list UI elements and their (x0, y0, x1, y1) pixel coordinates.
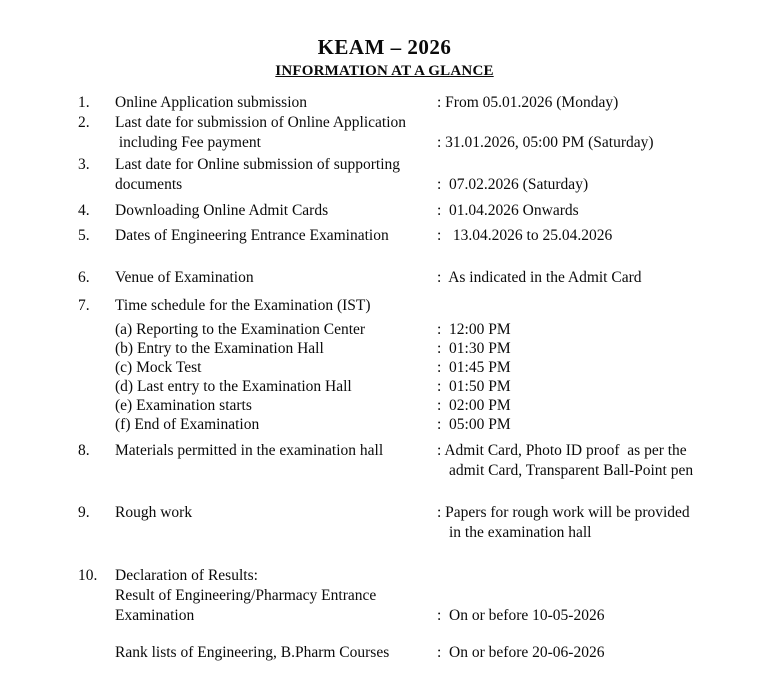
list-item (78, 566, 741, 626)
list-item (78, 296, 741, 316)
item-label-line: Dates of Engineering Entrance Examination (115, 227, 389, 244)
doc-subtitle: INFORMATION AT A GLANCE (275, 63, 494, 79)
item-number: 4. (78, 202, 90, 219)
item-value (437, 268, 741, 288)
item-label (115, 503, 437, 543)
item-label-line: Time schedule for the Examination (IST) (115, 297, 371, 314)
item-label (115, 358, 437, 377)
item-number: 2. (78, 114, 90, 131)
item-label-line: Online Application submission (115, 94, 308, 111)
item-label (115, 113, 437, 153)
item-label (115, 226, 437, 246)
document-header (0, 0, 769, 80)
item-number (78, 377, 115, 396)
item-label-line: Examination (115, 607, 195, 624)
list-item (78, 268, 741, 288)
list-item (78, 643, 741, 663)
list-item (78, 441, 741, 481)
list-item (78, 226, 741, 246)
item-value-line: : 01:30 PM (437, 340, 511, 357)
item-number (78, 643, 115, 663)
item-label-line: (d) Last entry to the Examination Hall (115, 378, 352, 395)
item-label-line: Downloading Online Admit Cards (115, 202, 329, 219)
item-label (115, 155, 437, 195)
item-number: 8. (78, 442, 90, 459)
item-value-line: : 07.02.2026 (Saturday) (437, 176, 589, 193)
item-label (115, 296, 437, 316)
item-value (437, 503, 741, 543)
item-value-line: : Admit Card, Photo ID proof as per the (437, 442, 687, 459)
item-label (115, 643, 437, 663)
info-list (0, 80, 769, 663)
item-label (115, 339, 437, 358)
item-value-line: : 01:45 PM (437, 359, 511, 376)
item-value-line: : As indicated in the Admit Card (437, 269, 642, 286)
item-number: 5. (78, 227, 90, 244)
item-label-line: Venue of Examination (115, 269, 254, 286)
item-value (437, 396, 741, 415)
item-label (115, 93, 437, 113)
item-value (437, 93, 741, 113)
item-value (437, 606, 741, 626)
item-label-line: documents (115, 176, 183, 193)
list-item (78, 155, 741, 195)
item-number: 10. (78, 567, 98, 584)
item-value (437, 339, 741, 358)
item-label (115, 201, 437, 221)
item-value (437, 358, 741, 377)
list-item (78, 503, 741, 543)
list-item (78, 339, 741, 358)
item-number: 6. (78, 269, 90, 286)
item-label-line: including Fee payment (115, 134, 261, 151)
item-label-line: (c) Mock Test (115, 359, 202, 376)
item-value (437, 320, 741, 339)
item-value (437, 415, 741, 434)
item-value (437, 175, 741, 195)
item-value-line: : On or before 20-06-2026 (437, 644, 605, 661)
item-number (78, 396, 115, 415)
item-label (115, 441, 437, 481)
list-item (78, 113, 741, 153)
item-value-line: : 31.01.2026, 05:00 PM (Saturday) (437, 134, 654, 151)
item-label (115, 566, 437, 626)
list-item (78, 415, 741, 434)
item-value-line: : 05:00 PM (437, 416, 511, 433)
item-label (115, 320, 437, 339)
doc-title: KEAM – 2026 (317, 35, 452, 59)
item-number (78, 415, 115, 434)
item-value-line: : 02:00 PM (437, 397, 511, 414)
item-label-line: Result of Engineering/Pharmacy Entrance (115, 587, 377, 604)
item-value (437, 377, 741, 396)
item-label (115, 415, 437, 434)
item-label-line: Rough work (115, 504, 193, 521)
item-label (115, 396, 437, 415)
item-value-line: : 01:50 PM (437, 378, 511, 395)
item-value (437, 133, 741, 153)
item-value-line: : Papers for rough work will be provided (437, 504, 690, 521)
item-value (437, 441, 741, 481)
item-number: 9. (78, 504, 90, 521)
list-item (78, 93, 741, 113)
item-label-line: Last date for submission of Online Application (115, 114, 407, 131)
item-label (115, 268, 437, 288)
item-number: 1. (78, 94, 90, 111)
item-label-line: Declaration of Results: (115, 567, 258, 584)
item-value-line: in the examination hall (449, 524, 592, 541)
item-number (78, 339, 115, 358)
item-number: 7. (78, 297, 90, 314)
item-label-line: Materials permitted in the examination hall (115, 442, 384, 459)
item-value-line: admit Card, Transparent Ball-Point pen (449, 462, 694, 479)
list-item (78, 396, 741, 415)
item-value (437, 226, 741, 246)
item-label-line: (e) Examination starts (115, 397, 252, 414)
item-number (78, 358, 115, 377)
item-number: 3. (78, 156, 90, 173)
item-value (437, 643, 741, 663)
list-item (78, 377, 741, 396)
item-value-line: : 13.04.2026 to 25.04.2026 (437, 227, 613, 244)
item-value-line: : From 05.01.2026 (Monday) (437, 94, 619, 111)
item-label-line: (f) End of Examination (115, 416, 260, 433)
item-label-line: (b) Entry to the Examination Hall (115, 340, 324, 357)
item-value (437, 201, 741, 221)
list-item (78, 320, 741, 339)
item-value-line: : On or before 10-05-2026 (437, 607, 605, 624)
item-value-line: : 01.04.2026 Onwards (437, 202, 579, 219)
list-item (78, 358, 741, 377)
item-label-line: Rank lists of Engineering, B.Pharm Courses (115, 644, 390, 661)
item-value-line: : 12:00 PM (437, 321, 511, 338)
item-number (78, 320, 115, 339)
item-label-line: (a) Reporting to the Examination Center (115, 321, 366, 338)
item-label-line: Last date for Online submission of supporting (115, 156, 400, 173)
item-label (115, 377, 437, 396)
list-item (78, 201, 741, 221)
